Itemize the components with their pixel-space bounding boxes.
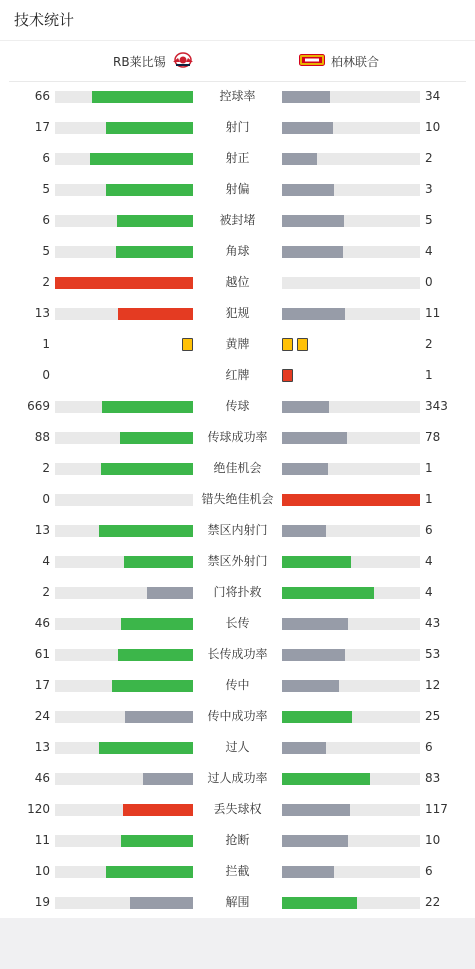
stat-row — [0, 267, 475, 298]
stat-label: 长传成功率 — [207, 647, 268, 661]
stat-label: 传中成功率 — [207, 709, 268, 723]
away-bar-track — [282, 494, 420, 506]
home-bar-track — [55, 649, 193, 661]
home-bar-fill — [118, 308, 193, 320]
home-value: 13 — [34, 523, 50, 537]
home-bar-track — [55, 184, 193, 196]
away-bar-fill — [282, 215, 344, 227]
away-value: 83 — [425, 771, 441, 785]
away-team-name: 柏林联合 — [331, 54, 380, 69]
home-bar-fill — [112, 680, 193, 692]
away-bar-track — [282, 556, 420, 568]
away-bar-track — [282, 91, 420, 103]
stat-label: 越位 — [225, 275, 250, 289]
home-bar-fill — [118, 649, 193, 661]
away-bar-fill — [282, 556, 351, 568]
home-value: 5 — [42, 182, 50, 196]
away-bar-fill — [282, 680, 339, 692]
away-bar-fill — [282, 308, 345, 320]
stat-row — [0, 763, 475, 794]
home-bar-fill — [147, 587, 193, 599]
home-bar-track — [55, 122, 193, 134]
away-value: 5 — [425, 213, 433, 227]
away-value: 12 — [425, 678, 441, 692]
away-bar-fill — [282, 184, 334, 196]
away-bar-track — [282, 711, 420, 723]
home-value: 88 — [34, 430, 50, 444]
home-value: 4 — [42, 554, 50, 568]
away-value: 0 — [425, 275, 433, 289]
stat-row — [0, 236, 475, 267]
away-value: 1 — [425, 461, 433, 475]
home-bar-track — [55, 587, 193, 599]
home-bar-fill — [120, 432, 193, 444]
stat-label: 传球成功率 — [207, 430, 268, 444]
away-value: 1 — [425, 492, 433, 506]
stat-row — [0, 732, 475, 763]
home-bar-fill — [106, 122, 193, 134]
stats-list — [0, 81, 475, 918]
away-bar-track — [282, 742, 420, 754]
home-bar-fill — [101, 463, 193, 475]
away-value: 343 — [425, 399, 448, 413]
away-bar-track — [282, 308, 420, 320]
stat-label: 射门 — [225, 120, 250, 134]
home-bar-track — [55, 91, 193, 103]
away-bar-fill — [282, 835, 348, 847]
stat-row — [0, 546, 475, 577]
home-bar-track — [55, 680, 193, 692]
away-bar-fill — [282, 742, 326, 754]
stat-label: 红牌 — [225, 368, 250, 382]
home-bar-fill — [99, 525, 193, 537]
stat-row — [0, 329, 475, 360]
away-bar-fill — [282, 711, 352, 723]
away-bar-track — [282, 680, 420, 692]
rb-leipzig-crest-icon — [172, 52, 194, 71]
page-title: 技术统计 — [0, 0, 475, 41]
stat-row — [0, 112, 475, 143]
home-value: 46 — [34, 616, 50, 630]
home-bar-track — [55, 153, 193, 165]
stat-label: 错失绝佳机会 — [201, 492, 274, 506]
stat-label: 绝佳机会 — [213, 461, 262, 475]
home-value: 0 — [42, 368, 50, 382]
away-bar-track — [282, 804, 420, 816]
stat-row — [0, 453, 475, 484]
home-bar-fill — [92, 91, 193, 103]
stat-row — [0, 484, 475, 515]
away-value: 6 — [425, 740, 433, 754]
home-bar-fill — [130, 897, 193, 909]
stat-label: 禁区内射门 — [207, 523, 268, 537]
away-bar-fill — [282, 587, 374, 599]
stat-label: 过人 — [225, 740, 250, 754]
away-bar-fill — [282, 649, 345, 661]
away-bar-track — [282, 866, 420, 878]
away-bar-track — [282, 773, 420, 785]
stat-label: 传中 — [225, 678, 250, 692]
home-bar-track — [55, 556, 193, 568]
red-card-icon — [282, 369, 293, 382]
away-bar-fill — [282, 91, 330, 103]
union-berlin-crest-icon — [299, 54, 325, 69]
home-bar-track — [55, 246, 193, 258]
home-team[interactable] — [113, 41, 200, 81]
stat-row — [0, 515, 475, 546]
stat-row — [0, 81, 475, 112]
yellow-card-icon — [282, 338, 293, 351]
home-value: 13 — [34, 740, 50, 754]
stat-label: 长传 — [225, 616, 250, 630]
away-bar-track — [282, 122, 420, 134]
home-bar-track — [55, 897, 193, 909]
home-bar-track — [55, 835, 193, 847]
home-bar-track — [55, 308, 193, 320]
away-value: 34 — [425, 89, 441, 103]
away-bar-fill — [282, 804, 350, 816]
away-cards — [282, 338, 308, 351]
away-value: 10 — [425, 120, 441, 134]
away-value: 6 — [425, 523, 433, 537]
stat-label: 射正 — [225, 151, 250, 165]
away-value: 6 — [425, 864, 433, 878]
away-value: 1 — [425, 368, 433, 382]
away-bar-track — [282, 525, 420, 537]
stat-label: 射偏 — [225, 182, 250, 196]
home-bar-fill — [106, 184, 193, 196]
stat-row — [0, 639, 475, 670]
home-bar-track — [55, 773, 193, 785]
home-value: 669 — [27, 399, 50, 413]
away-bar-fill — [282, 401, 329, 413]
yellow-card-icon — [182, 338, 193, 351]
away-cards — [282, 369, 293, 382]
stat-row — [0, 143, 475, 174]
home-bar-track — [55, 866, 193, 878]
away-bar-track — [282, 401, 420, 413]
away-value: 3 — [425, 182, 433, 196]
home-value: 61 — [34, 647, 50, 661]
home-bar-fill — [124, 556, 193, 568]
home-bar-fill — [121, 618, 193, 630]
stat-row — [0, 391, 475, 422]
home-bar-track — [55, 277, 193, 289]
stat-row — [0, 701, 475, 732]
stat-row — [0, 670, 475, 701]
away-bar-fill — [282, 432, 347, 444]
stat-label: 抢断 — [225, 833, 250, 847]
stat-label: 被封堵 — [219, 213, 256, 227]
away-value: 10 — [425, 833, 441, 847]
away-value: 22 — [425, 895, 441, 909]
home-bar-fill — [102, 401, 193, 413]
away-bar-fill — [282, 463, 328, 475]
stat-row — [0, 174, 475, 205]
home-bar-fill — [106, 866, 193, 878]
stat-row — [0, 205, 475, 236]
stat-label: 黄牌 — [225, 337, 250, 351]
home-value: 13 — [34, 306, 50, 320]
away-bar-track — [282, 153, 420, 165]
stat-label: 控球率 — [219, 89, 256, 103]
away-bar-fill — [282, 525, 326, 537]
home-value: 10 — [34, 864, 50, 878]
away-bar-track — [282, 215, 420, 227]
away-value: 53 — [425, 647, 441, 661]
stat-label: 传球 — [225, 399, 250, 413]
stat-row — [0, 360, 475, 391]
away-value: 4 — [425, 585, 433, 599]
away-bar-fill — [282, 618, 348, 630]
home-bar-fill — [116, 246, 193, 258]
stat-row — [0, 794, 475, 825]
home-value: 120 — [27, 802, 50, 816]
stat-label: 角球 — [225, 244, 250, 258]
home-value: 6 — [42, 151, 50, 165]
yellow-card-icon — [297, 338, 308, 351]
away-bar-track — [282, 184, 420, 196]
away-bar-fill — [282, 866, 334, 878]
stat-row — [0, 887, 475, 918]
team-header — [9, 41, 466, 82]
home-bar-track — [55, 742, 193, 754]
home-bar-track — [55, 463, 193, 475]
away-bar-track — [282, 246, 420, 258]
stat-row — [0, 298, 475, 329]
home-bar-fill — [99, 742, 193, 754]
away-value: 43 — [425, 616, 441, 630]
home-bar-fill — [143, 773, 193, 785]
away-bar-track — [282, 618, 420, 630]
away-bar-fill — [282, 897, 357, 909]
home-bar-track — [55, 494, 193, 506]
away-bar-track — [282, 432, 420, 444]
home-bar-track — [55, 432, 193, 444]
home-bar-track — [55, 711, 193, 723]
away-bar-track — [282, 587, 420, 599]
home-bar-fill — [117, 215, 193, 227]
home-bar-track — [55, 525, 193, 537]
away-value: 117 — [425, 802, 448, 816]
away-bar-track — [282, 835, 420, 847]
home-value: 1 — [42, 337, 50, 351]
home-bar-track — [55, 804, 193, 816]
away-bar-fill — [282, 494, 420, 506]
stat-label: 拦截 — [225, 864, 250, 878]
away-value: 11 — [425, 306, 441, 320]
stat-label: 禁区外射门 — [207, 554, 268, 568]
stat-row — [0, 608, 475, 639]
home-value: 6 — [42, 213, 50, 227]
home-bar-track — [55, 618, 193, 630]
home-value: 0 — [42, 492, 50, 506]
home-bar-track — [55, 215, 193, 227]
home-value: 11 — [34, 833, 50, 847]
home-cards — [182, 338, 193, 351]
home-value: 5 — [42, 244, 50, 258]
stat-row — [0, 577, 475, 608]
home-bar-fill — [125, 711, 193, 723]
home-bar-fill — [123, 804, 193, 816]
stat-label: 丢失球权 — [213, 802, 262, 816]
away-team[interactable] — [289, 41, 379, 81]
away-value: 25 — [425, 709, 441, 723]
away-bar-fill — [282, 122, 333, 134]
stat-row — [0, 825, 475, 856]
home-bar-fill — [121, 835, 193, 847]
away-value: 2 — [425, 337, 433, 351]
stat-label: 门将扑救 — [213, 585, 262, 599]
home-bar-fill — [55, 277, 193, 289]
home-value: 2 — [42, 585, 50, 599]
away-value: 2 — [425, 151, 433, 165]
home-value: 19 — [34, 895, 50, 909]
home-team-name: RB莱比锡 — [113, 54, 166, 69]
home-value: 24 — [34, 709, 50, 723]
home-bar-fill — [90, 153, 194, 165]
away-value: 4 — [425, 554, 433, 568]
away-value: 4 — [425, 244, 433, 258]
home-value: 17 — [34, 678, 50, 692]
home-value: 66 — [34, 89, 50, 103]
away-bar-track — [282, 277, 420, 289]
stat-label: 过人成功率 — [207, 771, 268, 785]
away-value: 78 — [425, 430, 441, 444]
away-bar-track — [282, 649, 420, 661]
stat-label: 犯规 — [225, 306, 250, 320]
home-value: 2 — [42, 275, 50, 289]
away-bar-track — [282, 463, 420, 475]
home-value: 2 — [42, 461, 50, 475]
home-value: 17 — [34, 120, 50, 134]
home-value: 46 — [34, 771, 50, 785]
away-bar-fill — [282, 246, 343, 258]
home-bar-track — [55, 401, 193, 413]
stat-label: 解围 — [225, 895, 250, 909]
away-bar-track — [282, 897, 420, 909]
away-bar-fill — [282, 773, 370, 785]
away-bar-fill — [282, 153, 317, 165]
stat-row — [0, 856, 475, 887]
stat-row — [0, 422, 475, 453]
